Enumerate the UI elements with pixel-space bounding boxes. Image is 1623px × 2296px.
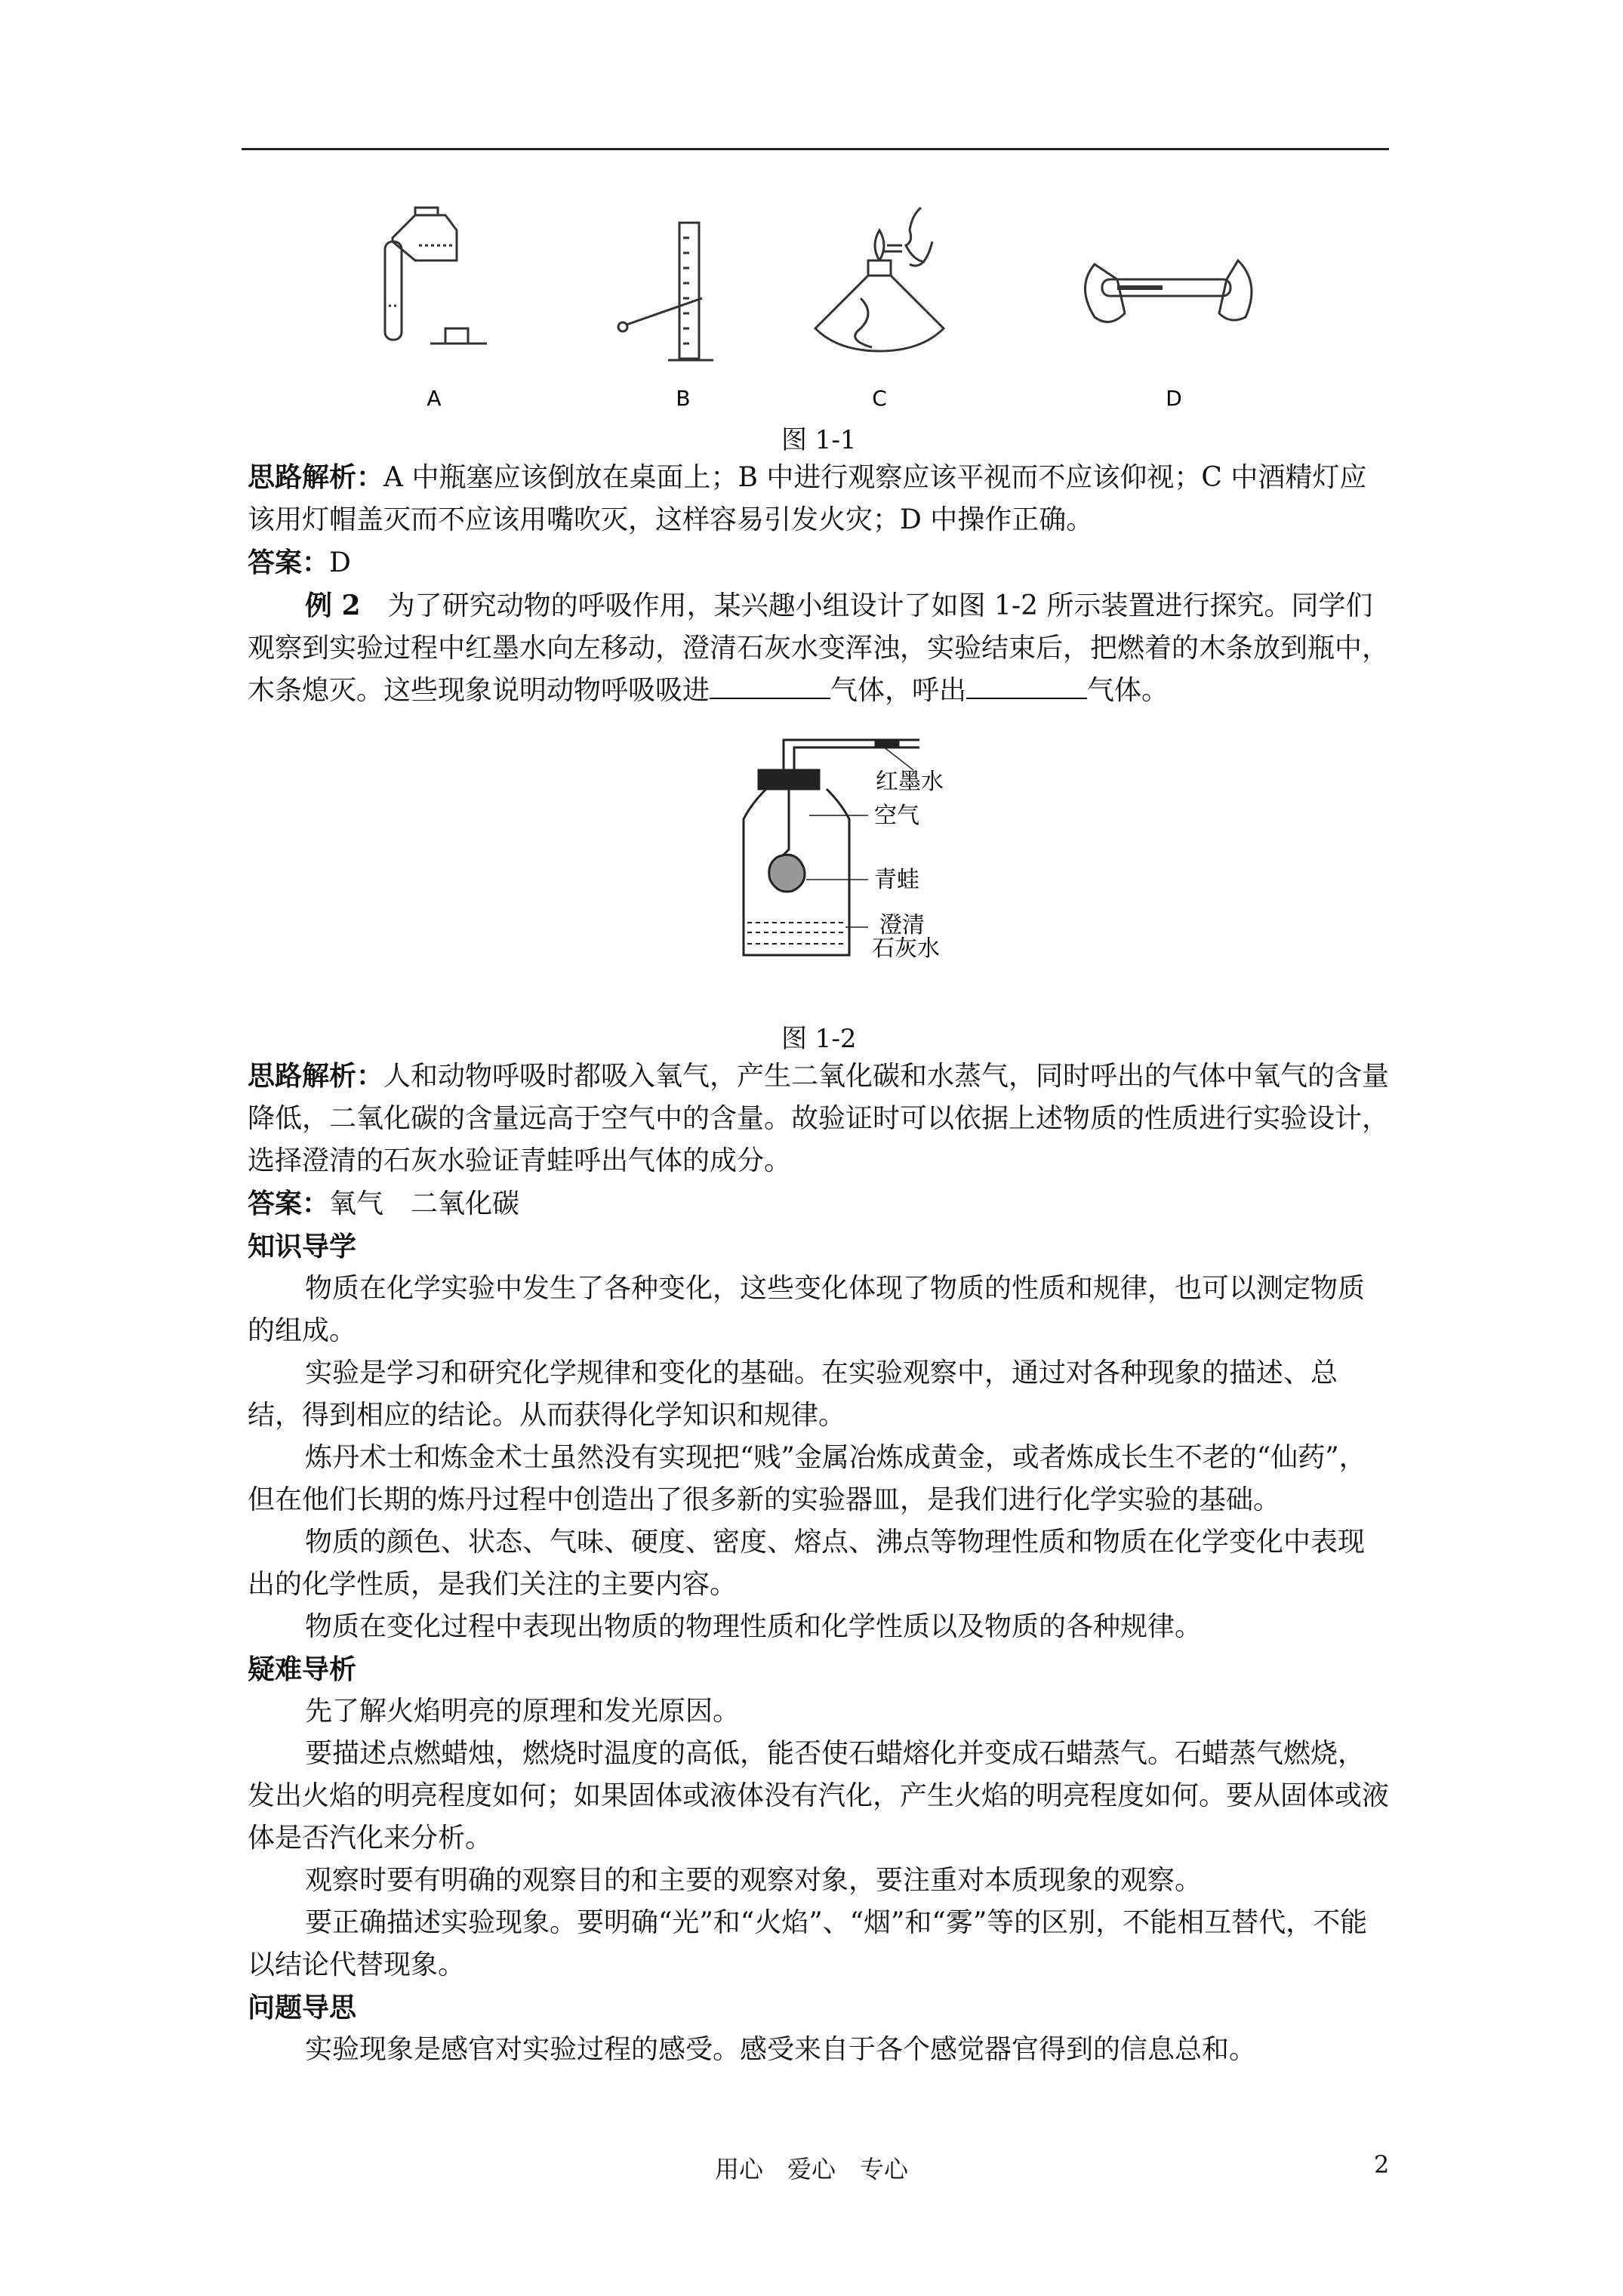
difficulty-para-4: 要正确描述实验现象。要明确“光”和“火焰”、“烟”和“雾”等的区别，不能相互替代，不能以结论代替现象。: [248, 1907, 1368, 1980]
figure-1-1-caption: 图 1-1: [781, 425, 857, 455]
analysis-block-1: [248, 456, 1390, 712]
answer-2-label: 答案：: [248, 1188, 330, 1219]
figure-1-2-caption: 图 1-2: [781, 1024, 857, 1054]
example-2-label: 例 2: [305, 590, 361, 621]
figure-label-a: A: [427, 386, 442, 411]
label-air: 空气: [874, 803, 919, 829]
heading-question: 问题导思: [248, 1992, 357, 2023]
question-para-1: 实验现象是感官对实验过程的感受。感受来自于各个感觉器官得到的信息总和。: [305, 2034, 1257, 2065]
figure-b-graduated-cylinder: [618, 223, 713, 360]
figure-label-b: B: [676, 386, 691, 411]
analysis-1-text: A 中瓶塞应该倒放在桌面上；B 中进行观察应该平视而不应该仰视；C 中酒精灯应该用灯帽盖灭而不应该用嘴吹灭，这样容易引发火灾；D 中操作正确。: [248, 462, 1367, 535]
knowledge-para-3: 炼丹术士和炼金术士虽然没有实现把“贱”金属冶炼成黄金，或者炼成长生不老的“仙药”，但在他们长期的炼丹过程中创造出了很多新的实验器皿，是我们进行化学实验的基础。: [248, 1442, 1366, 1515]
figure-1-1: [347, 193, 1329, 419]
analysis-1-label: 思路解析：: [248, 461, 384, 493]
analysis-1: [248, 456, 1390, 541]
answer-2: [248, 1182, 1390, 1225]
example-2: [248, 584, 1390, 712]
label-limewater-1: 澄清: [879, 912, 925, 938]
answer-1-label: 答案：: [248, 547, 330, 578]
knowledge-para-4: 物质的颜色、状态、气味、硬度、密度、熔点、沸点等物理性质和物质在化学变化中表现出的化学性质，是我们关注的主要内容。: [248, 1527, 1366, 1600]
page-number: 2: [1374, 2150, 1390, 2179]
difficulty-para-3: 观察时要有明确的观察目的和主要的观察对象，要注重对本质现象的观察。: [305, 1865, 1203, 1896]
figure-d-heating-test-tube: [1086, 260, 1252, 322]
answer-blank-2: [966, 672, 1087, 699]
difficulty-para-2: 要描述点燃蜡烛，燃烧时温度的高低，能否使石蜡熔化并变成石蜡蒸气。石蜡蒸气燃烧，发出火焰的明亮程度如何；如果固体或液体没有汽化，产生火焰的明亮程度如何。要从固体或液体是否汽化来分析。: [248, 1738, 1390, 1854]
page-footer: 用心 爱心 专心: [714, 2155, 908, 2184]
answer-2-text: 氧气 二氧化碳: [329, 1188, 520, 1219]
figure-1-2: [725, 725, 996, 1004]
figure-c-alcohol-lamp: [815, 208, 944, 351]
example-2-text-2: 气体，呼出: [830, 675, 967, 706]
figure-label-c: C: [872, 386, 887, 411]
heading-knowledge: 知识导学: [248, 1231, 357, 1262]
answer-blank-1: [710, 672, 830, 699]
answer-1-text: D: [329, 547, 351, 578]
main-text: [248, 1055, 1390, 2071]
example-2-text-1: 为了研究动物的呼吸作用，某兴趣小组设计了如图 1-2 所示装置进行探究。同学们观察到实验过程中红墨水向左移动，澄清石灰水变浑浊，实验结束后，把燃着的木条放到瓶中，木条熄灭。这些现象说明动物呼吸吸进: [248, 590, 1390, 706]
example-2-text-3: 气体。: [1087, 675, 1169, 706]
label-frog: 青蛙: [874, 867, 919, 893]
figure-a-pouring-reagent: [385, 208, 487, 344]
difficulty-para-1: 先了解火焰明亮的原理和发光原因。: [305, 1696, 741, 1727]
knowledge-para-2: 实验是学习和研究化学规律和变化的基础。在实验观察中，通过对各种现象的描述、总结，得到相应的结论。从而获得化学知识和规律。: [248, 1358, 1338, 1431]
header-rule: [242, 148, 1389, 150]
figure-label-d: D: [1166, 386, 1182, 411]
analysis-2-label: 思路解析：: [248, 1060, 384, 1092]
label-red-ink: 红墨水: [876, 769, 944, 795]
answer-1: [248, 541, 1390, 584]
knowledge-para-1: 物质在化学实验中发生了各种变化，这些变化体现了物质的性质和规律，也可以测定物质的组成。: [248, 1273, 1366, 1346]
heading-difficulty: 疑难导析: [248, 1653, 357, 1685]
label-limewater-2: 石灰水: [872, 935, 940, 962]
knowledge-para-5: 物质在变化过程中表现出物质的物理性质和化学性质以及物质的各种规律。: [305, 1611, 1203, 1642]
analysis-2: [248, 1055, 1390, 1182]
analysis-2-text: 人和动物呼吸时都吸入氧气，产生二氧化碳和水蒸气，同时呼出的气体中氧气的含量降低，二氧化碳的含量远高于空气中的含量。故验证时可以依据上述物质的性质进行实验设计，选择澄清的石灰水验证青蛙呼出气体的成分。: [248, 1061, 1390, 1176]
